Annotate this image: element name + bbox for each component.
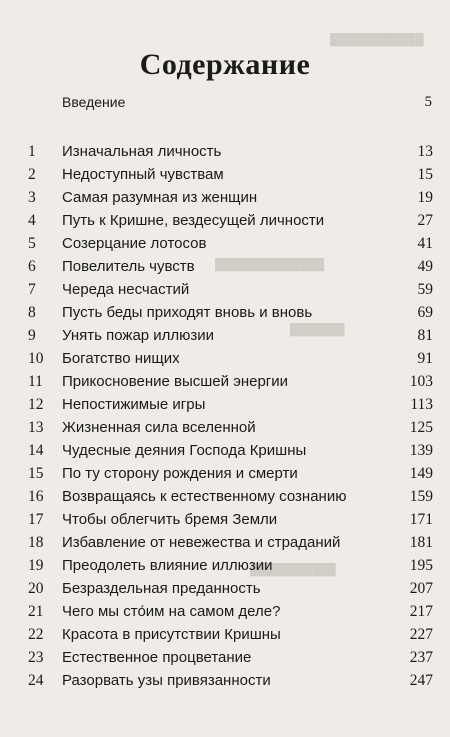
chapter-title: Чудесные деяния Господа Кришны — [62, 442, 307, 459]
chapter-title: Самая разумная из женщин — [62, 189, 258, 206]
chapter-number: 8 — [28, 304, 36, 321]
chapter-page: 81 — [417, 327, 433, 344]
chapter-page: 15 — [417, 166, 433, 183]
chapter-page: 181 — [409, 534, 433, 551]
toc-row — [0, 347, 450, 370]
chapter-page: 49 — [417, 258, 433, 275]
chapter-page: 171 — [409, 511, 433, 528]
chapter-title: Избавление от невежества и страданий — [62, 534, 341, 551]
chapter-page: 69 — [417, 304, 433, 321]
show-through-texture: ███████ — [290, 324, 345, 336]
chapter-number: 7 — [28, 281, 36, 298]
chapter-title: Преодолеть влияние иллюзии — [62, 557, 273, 574]
chapter-page: 41 — [417, 235, 433, 252]
toc-row — [0, 439, 450, 462]
toc-row — [0, 255, 450, 278]
chapter-page: 217 — [409, 603, 433, 620]
chapter-number: 20 — [28, 580, 44, 597]
chapter-number: 17 — [28, 511, 44, 528]
chapter-number: 16 — [28, 488, 44, 505]
toc-row — [0, 531, 450, 554]
chapter-number: 5 — [28, 235, 36, 252]
chapter-title: Естественное процветание — [62, 649, 252, 666]
chapter-title: Череда несчастий — [62, 281, 190, 298]
chapter-title: Унять пожар иллюзии — [62, 327, 215, 344]
chapter-number: 13 — [28, 419, 44, 436]
chapter-page: 195 — [409, 557, 433, 574]
chapter-page: 19 — [417, 189, 433, 206]
page-title: Содержание — [139, 48, 311, 82]
chapter-page: 159 — [409, 488, 433, 505]
toc-intro-row — [62, 94, 432, 116]
toc-row — [0, 416, 450, 439]
toc-row — [0, 209, 450, 232]
chapter-page: 227 — [409, 626, 433, 643]
chapter-number: 2 — [28, 166, 36, 183]
toc-row — [0, 554, 450, 577]
chapter-page: 125 — [409, 419, 433, 436]
table-of-contents — [0, 140, 450, 692]
chapter-number: 4 — [28, 212, 36, 229]
chapter-number: 21 — [28, 603, 44, 620]
toc-row — [0, 577, 450, 600]
toc-intro-title: Введение — [62, 94, 126, 110]
chapter-page: 237 — [409, 649, 433, 666]
chapter-number: 3 — [28, 189, 36, 206]
toc-row — [0, 669, 450, 692]
chapter-title: Путь к Кришне, вездесущей личности — [62, 212, 325, 229]
chapter-number: 15 — [28, 465, 44, 482]
chapter-title: Прикосновение высшей энергии — [62, 373, 289, 390]
chapter-number: 24 — [28, 672, 44, 689]
chapter-number: 11 — [28, 373, 43, 390]
toc-row — [0, 140, 450, 163]
chapter-title: Разорвать узы привязанности — [62, 672, 271, 689]
toc-row — [0, 600, 450, 623]
chapter-page: 207 — [409, 580, 433, 597]
chapter-title: Созерцание лотосов — [62, 235, 207, 252]
chapter-page: 91 — [417, 350, 433, 367]
chapter-title: Богатство нищих — [62, 350, 180, 367]
chapter-page: 139 — [409, 442, 433, 459]
chapter-title: Пусть беды приходят вновь и вновь — [62, 304, 313, 321]
chapter-title: Чтобы облегчить бремя Земли — [62, 511, 278, 528]
show-through-texture: ████████████ — [330, 34, 424, 46]
chapter-page: 27 — [417, 212, 433, 229]
chapter-number: 1 — [28, 143, 36, 160]
chapter-title: Красота в присутствии Кришны — [62, 626, 281, 643]
chapter-page: 113 — [410, 396, 433, 413]
show-through-texture: ███████████ — [250, 564, 336, 576]
chapter-number: 22 — [28, 626, 44, 643]
toc-row — [0, 163, 450, 186]
chapter-title: По ту сторону рождения и смерти — [62, 465, 298, 482]
chapter-number: 6 — [28, 258, 36, 275]
chapter-title: Возвращаясь к естественному сознанию — [62, 488, 347, 505]
chapter-number: 18 — [28, 534, 44, 551]
toc-row — [0, 646, 450, 669]
chapter-number: 9 — [28, 327, 36, 344]
chapter-number: 19 — [28, 557, 44, 574]
chapter-number: 23 — [28, 649, 44, 666]
chapter-page: 103 — [409, 373, 433, 390]
toc-row — [0, 301, 450, 324]
chapter-number: 10 — [28, 350, 44, 367]
toc-row — [0, 370, 450, 393]
toc-row — [0, 393, 450, 416]
chapter-title: Повелитель чувств — [62, 258, 195, 275]
chapter-title: Недоступный чувствам — [62, 166, 224, 183]
toc-row — [0, 186, 450, 209]
toc-row — [0, 508, 450, 531]
show-through-texture: ██████████████ — [215, 259, 325, 271]
toc-row — [0, 278, 450, 301]
toc-row — [0, 324, 450, 347]
chapter-title: Безраздельная преданность — [62, 580, 261, 597]
chapter-title: Жизненная сила вселенной — [62, 419, 256, 436]
chapter-title: Изначальная личность — [62, 143, 222, 160]
chapter-page: 13 — [417, 143, 433, 160]
chapter-title: Непостижимые игры — [62, 396, 206, 413]
toc-row — [0, 623, 450, 646]
toc-intro-page: 5 — [424, 94, 432, 110]
toc-row — [0, 232, 450, 255]
chapter-page: 59 — [417, 281, 433, 298]
toc-row — [0, 485, 450, 508]
chapter-page: 247 — [409, 672, 433, 689]
toc-row — [0, 462, 450, 485]
chapter-number: 14 — [28, 442, 44, 459]
chapter-page: 149 — [409, 465, 433, 482]
chapter-number: 12 — [28, 396, 44, 413]
chapter-title: Чего мы сто́им на самом деле? — [62, 603, 281, 620]
